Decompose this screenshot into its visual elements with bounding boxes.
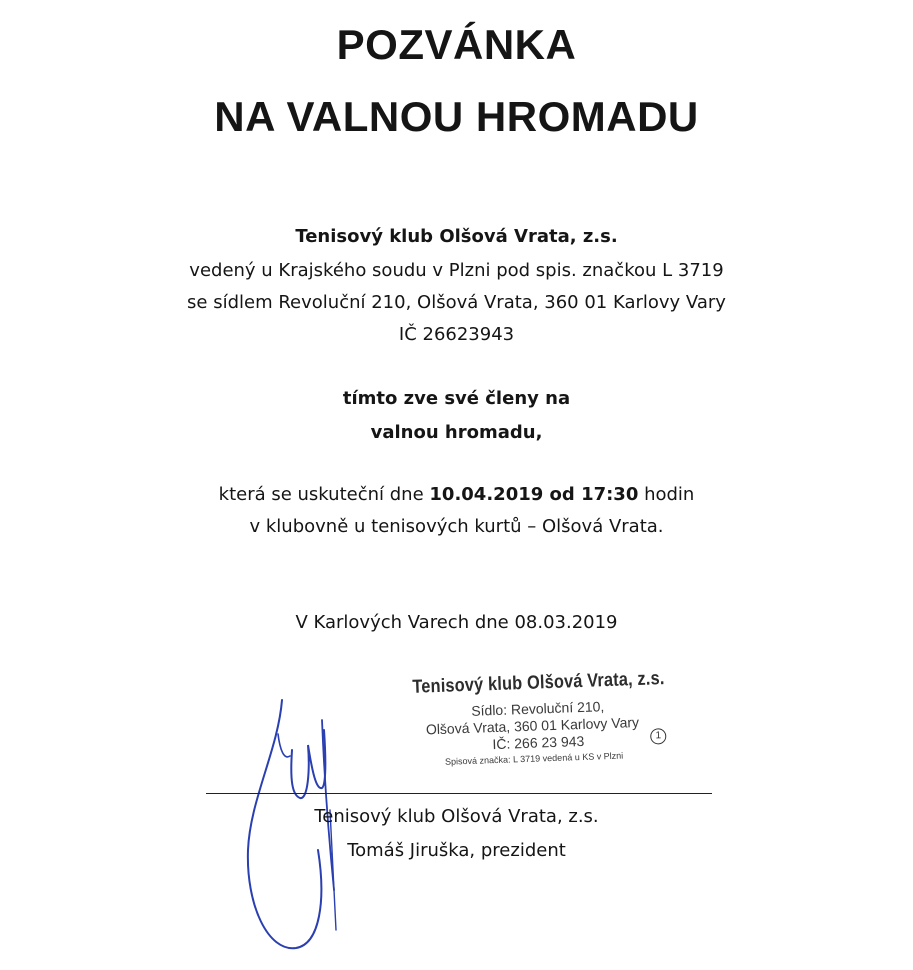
meeting-time: 17:30: [581, 484, 639, 505]
meeting-suffix: hodin: [638, 484, 695, 505]
stamp-number-badge: 1: [650, 728, 667, 745]
organization-registry: vedený u Krajského soudu v Plzni pod spis. značkou L 3719: [189, 260, 724, 281]
signatory-organization: Tenisový klub Olšová Vrata, z.s.: [314, 806, 599, 827]
document-subtitle: NA VALNOU HROMADU: [214, 93, 699, 140]
stamp-ico: IČ: 266 23 943: [492, 732, 585, 753]
organization-address: se sídlem Revoluční 210, Olšová Vrata, 360 01 Karlovy Vary: [187, 292, 726, 313]
stamp-city: Olšová Vrata, 360 01 Karlovy Vary: [425, 713, 640, 738]
organization-ico: IČ 26623943: [398, 324, 515, 345]
meeting-date: 10.04.2019: [429, 484, 544, 505]
stamp-title: Tenisový klub Olšová Vrata, z.s.: [412, 668, 665, 698]
meeting-datetime: [0, 486, 913, 504]
signatory-person: Tomáš Jiruška, prezident: [347, 840, 566, 861]
dateline: V Karlových Varech dne 08.03.2019: [295, 612, 618, 633]
stamp-seat: Sídlo: Revoluční 210,: [470, 698, 605, 719]
meeting-place: v klubovně u tenisových kurtů – Olšová Vrata.: [249, 516, 664, 537]
invitation-line-1: tímto zve své členy na: [342, 388, 571, 409]
club-stamp: [380, 665, 700, 767]
stamp-file-mark: Spisová značka: L 3719 vedená u KS v Plzni: [444, 750, 624, 767]
meeting-prefix: která se uskuteční dne: [218, 484, 430, 505]
document-title: POZVÁNKA: [336, 21, 577, 68]
organization-name: Tenisový klub Olšová Vrata, z.s.: [295, 226, 618, 247]
signature-line: [206, 793, 712, 794]
meeting-mid: od: [543, 484, 582, 505]
invitation-line-2: valnou hromadu,: [370, 422, 543, 443]
